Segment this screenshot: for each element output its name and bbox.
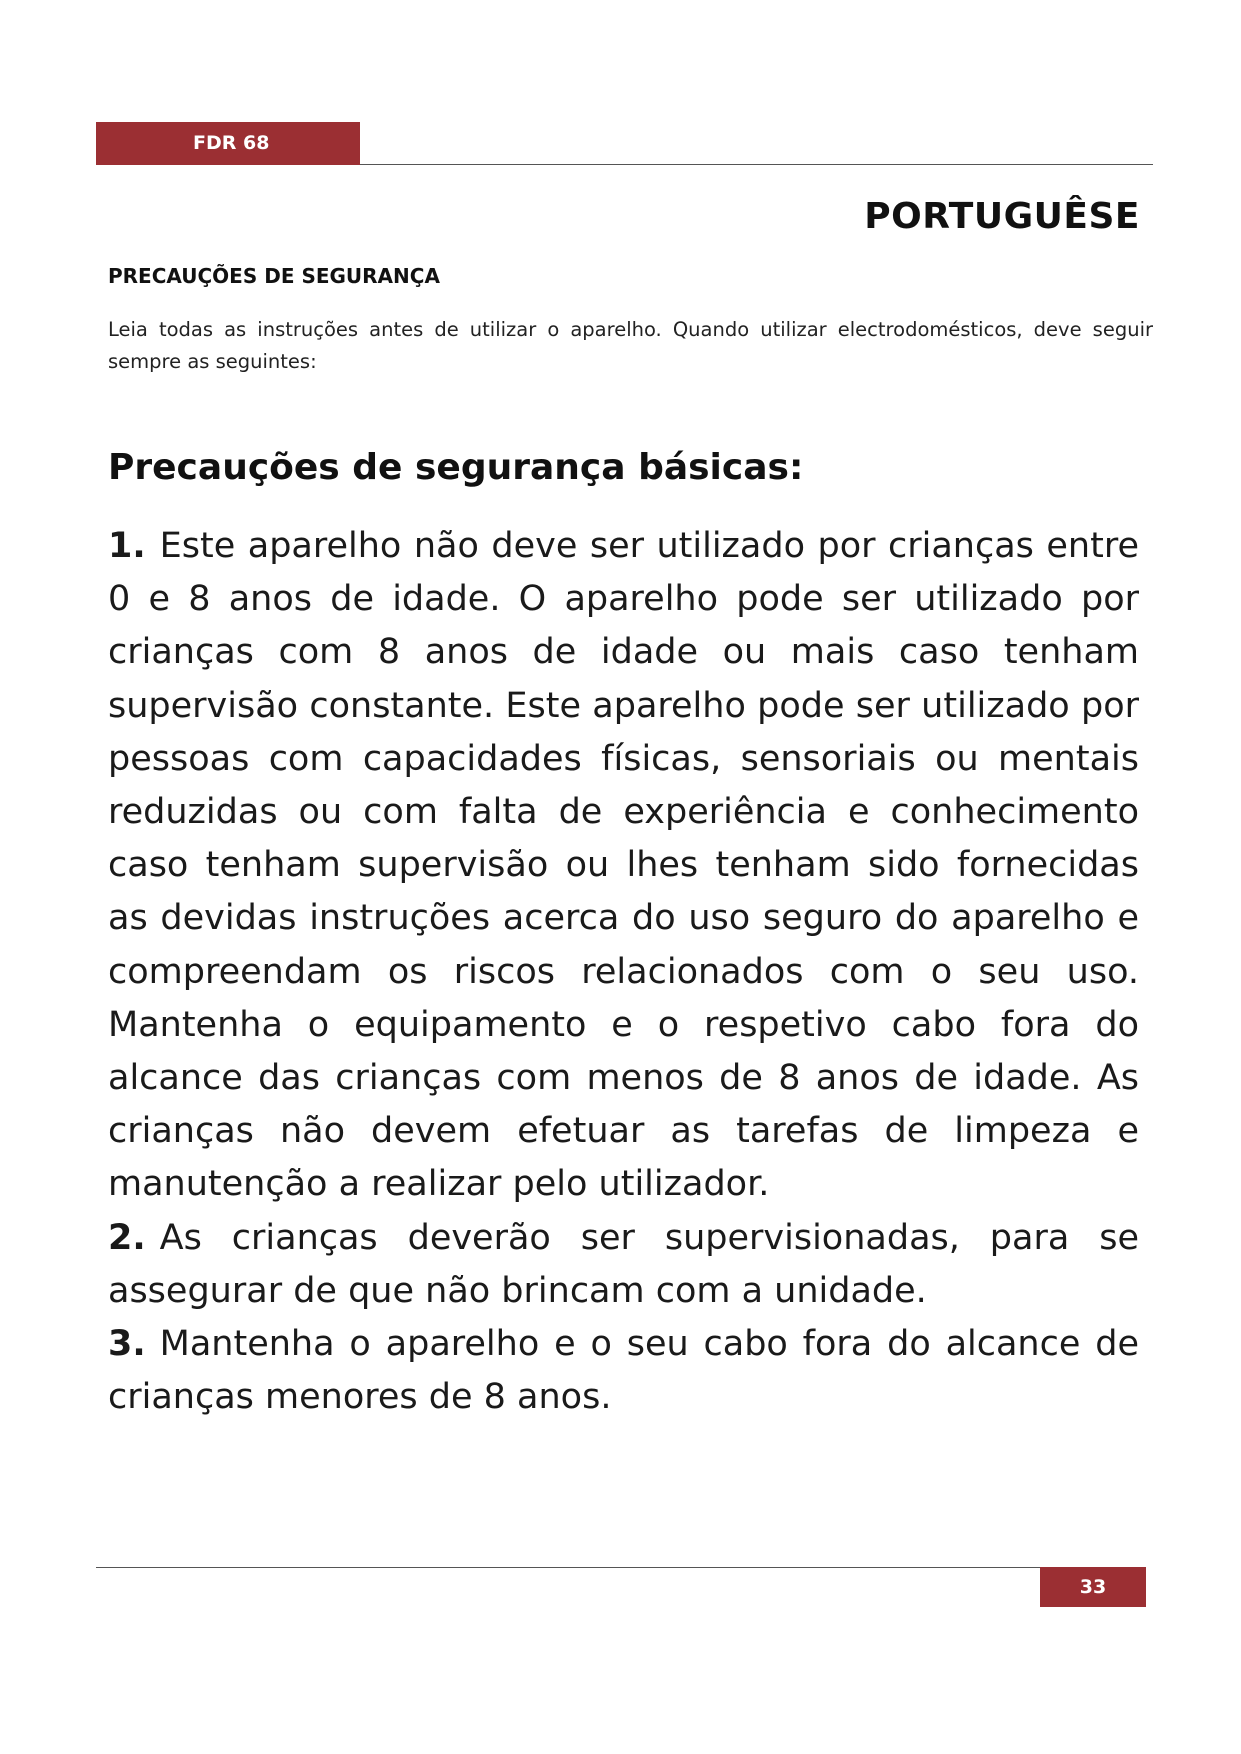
item-text: Mantenha o aparelho e o seu cabo fora do alcance de crianças menores de 8 anos. — [108, 1324, 1139, 1418]
list-item — [108, 1212, 1139, 1318]
header-divider — [360, 164, 1153, 165]
item-text: As crianças deverão ser supervisionadas, para se assegurar de que não brincam com a unidade. — [108, 1217, 1139, 1311]
item-text: Este aparelho não deve ser utilizado por crianças entre 0 e 8 anos de idade. O aparelho pode ser utilizado por crianças com 8 anos de idade ou mais caso tenham supervisão constante. Este aparelho pode ser utilizado por pessoas com capacidades físicas, sensoriais ou mentais reduzidas ou com falta de experiência e conhecimento caso tenham supervisão ou lhes tenham sido fornecidas as devidas instruções acerca do uso seguro do aparelho e compreendam os riscos relacionados com o seu uso. Mantenha o equipamento e o respetivo cabo fora do alcance das crianças com menos de 8 anos de idade. As crianças não devem efetuar as tarefas de limpeza e manutenção a realizar pelo utilizador. — [108, 526, 1139, 1205]
model-label: FDR 68 — [96, 122, 360, 165]
language-title: PORTUGUÊSE — [864, 196, 1140, 237]
list-item — [108, 1318, 1139, 1424]
item-number: 1. — [108, 526, 146, 566]
footer-divider — [96, 1567, 1040, 1568]
intro-paragraph: Leia todas as instruções antes de utilizar o aparelho. Quando utilizar electrodomésticos, deve seguir sempre as seguintes: — [108, 318, 1153, 373]
list-item — [108, 520, 1139, 1212]
page-number: 33 — [1040, 1567, 1146, 1607]
item-number: 2. — [108, 1217, 146, 1258]
section-heading: PRECAUÇÕES DE SEGURANÇA — [108, 264, 440, 288]
precautions-list — [108, 520, 1139, 1424]
basic-precautions-heading: Precauções de segurança básicas: — [108, 447, 804, 488]
item-number: 3. — [108, 1324, 146, 1365]
